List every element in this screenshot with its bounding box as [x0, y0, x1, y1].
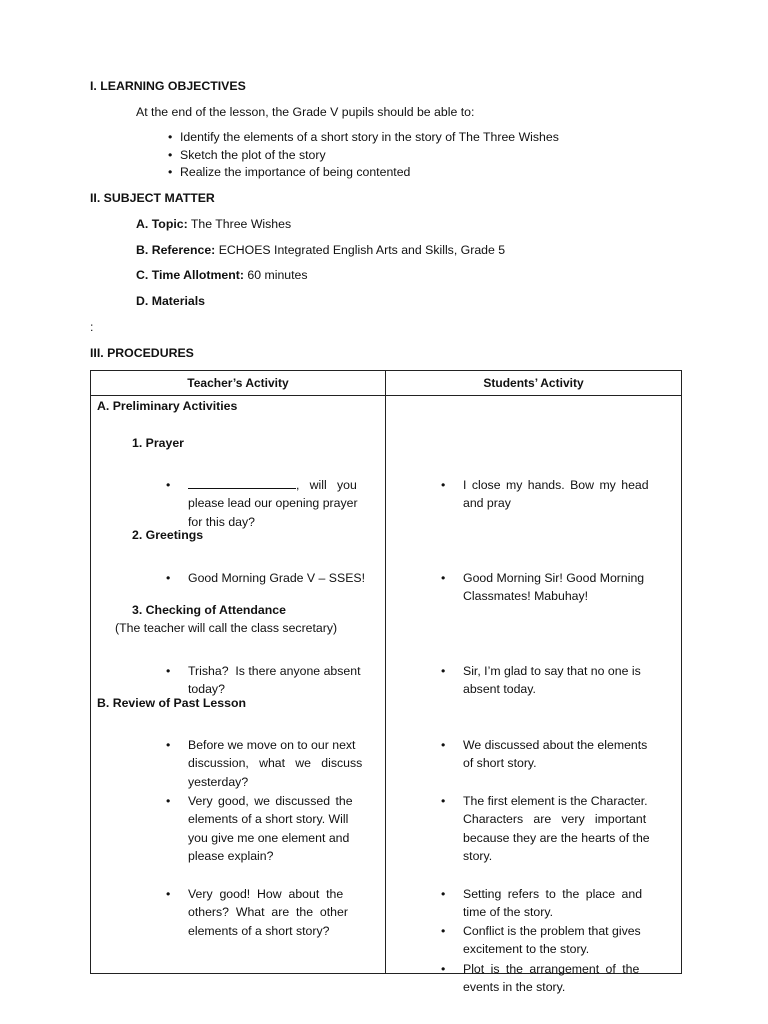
prayer-line-1 — [188, 476, 378, 494]
review-2-line-2: elements of a short story. Will — [188, 812, 349, 827]
time-line — [136, 266, 308, 284]
bullet-icon: • — [441, 924, 446, 938]
students-review-3c-line-2: events in the story. — [463, 980, 566, 995]
students-review-3c-line-1: Plot is the arrangement of the — [463, 962, 640, 976]
review-3-line-3: elements of a short story? — [188, 923, 330, 938]
objectives-intro: At the end of the lesson, the Grade V pupils should be able to: — [136, 105, 475, 119]
students-review-2-line-4: story. — [463, 849, 493, 864]
students-activity-cell — [386, 396, 682, 995]
procedures-table — [90, 370, 682, 995]
students-review-3b-line-1: Conflict is the problem that gives — [463, 924, 641, 938]
greetings-heading: 2. Greetings — [132, 528, 204, 542]
prayer-line-1-suffix: , will you — [296, 478, 357, 492]
review-3-line-1: Very good! How about the — [188, 887, 344, 901]
students-prayer-line-2: and pray — [463, 496, 511, 511]
review-2-line-4: please explain? — [188, 849, 274, 864]
objective-item: • Identify the elements of a short story in the story of The Three Wishes — [168, 129, 559, 147]
students-review-3b-line-2: excitement to the story. — [463, 942, 590, 957]
preliminary-heading: A. Preliminary Activities — [97, 399, 238, 413]
attendance-heading: 3. Checking of Attendance — [132, 603, 286, 617]
attendance-line-2: today? — [188, 682, 225, 697]
stray-colon: : — [90, 320, 94, 334]
students-review-2-line-1: The first element is the Character. — [463, 794, 648, 808]
procedures-heading: III. PROCEDURES — [90, 346, 194, 360]
reference-value: ECHOES Integrated English Arts and Skills, Grade 5 — [218, 243, 506, 257]
bullet-icon: • — [441, 962, 446, 976]
bullet-icon: • — [166, 794, 171, 808]
students-review-1-line-1: We discussed about the elements — [463, 738, 648, 752]
table-body-row — [91, 396, 682, 974]
students-review-2-line-2: Characters are very important — [463, 812, 647, 827]
bullet-icon: • — [166, 738, 171, 752]
bullet-icon: • — [441, 794, 446, 808]
review-1-line-2: discussion, what we discuss — [188, 756, 363, 771]
prayer-line-3: for this day? — [188, 514, 255, 529]
students-column-header: Students’ Activity — [386, 371, 682, 396]
students-review-2-line-3: because they are the hearts of the — [463, 830, 650, 845]
bullet-icon: • — [166, 887, 171, 901]
teacher-column-header: Teacher’s Activity — [91, 371, 386, 396]
reference-line — [136, 241, 505, 259]
prayer-line-2: please lead our opening prayer — [188, 496, 358, 511]
objective-item: • Sketch the plot of the story — [168, 147, 559, 165]
review-2-line-1: Very good, we discussed the — [188, 794, 353, 808]
students-review-3a-line-1: Setting refers to the place and — [463, 887, 643, 901]
students-greetings-line-2: Classmates! Mabuhay! — [463, 589, 589, 604]
students-attendance-line-1: Sir, I’m glad to say that no one is — [463, 664, 641, 678]
review-2-line-3: you give me one element and — [188, 830, 350, 845]
time-value: 60 minutes — [247, 268, 308, 282]
topic-line — [136, 215, 291, 233]
objectives-list — [168, 129, 559, 182]
attendance-line-1: Trisha? Is there anyone absent — [188, 664, 361, 678]
bullet-icon: • — [166, 664, 171, 678]
topic-label: A. Topic: — [136, 217, 188, 231]
bullet-icon: • — [166, 478, 171, 492]
students-attendance-line-2: absent today. — [463, 682, 536, 697]
review-3-line-2: others? What are the other — [188, 905, 348, 920]
prayer-heading: 1. Prayer — [132, 436, 184, 450]
bullet-icon: • — [441, 478, 446, 492]
bullet-icon: • — [441, 738, 446, 752]
review-1-line-1: Before we move on to our next — [188, 738, 356, 752]
attendance-note: (The teacher will call the class secretary) — [115, 621, 338, 635]
teacher-activity-cell — [91, 396, 386, 974]
bullet-icon: • — [166, 571, 171, 585]
students-review-3a-line-2: time of the story. — [463, 905, 553, 920]
bullet-icon: • — [441, 664, 446, 678]
review-1-line-3: yesterday? — [188, 774, 249, 789]
bullet-icon: • — [441, 571, 446, 585]
objectives-heading: I. LEARNING OBJECTIVES — [90, 79, 246, 93]
students-review-1-line-2: of short story. — [463, 756, 537, 771]
table-header-row — [91, 371, 682, 396]
bullet-icon: • — [441, 887, 446, 901]
students-greetings-line-1: Good Morning Sir! Good Morning — [463, 571, 645, 585]
name-blank-field — [188, 477, 296, 489]
review-heading: B. Review of Past Lesson — [97, 696, 246, 710]
greetings-teacher-text: Good Morning Grade V – SSES! — [188, 571, 366, 585]
time-label: C. Time Allotment: — [136, 268, 244, 282]
reference-label: B. Reference: — [136, 243, 216, 257]
objective-item: • Realize the importance of being contented — [168, 164, 559, 182]
materials-label: D. Materials — [136, 294, 206, 308]
topic-value: The Three Wishes — [190, 217, 292, 231]
students-prayer-line-1: I close my hands. Bow my head — [463, 478, 649, 492]
subject-heading: II. SUBJECT MATTER — [90, 191, 215, 205]
